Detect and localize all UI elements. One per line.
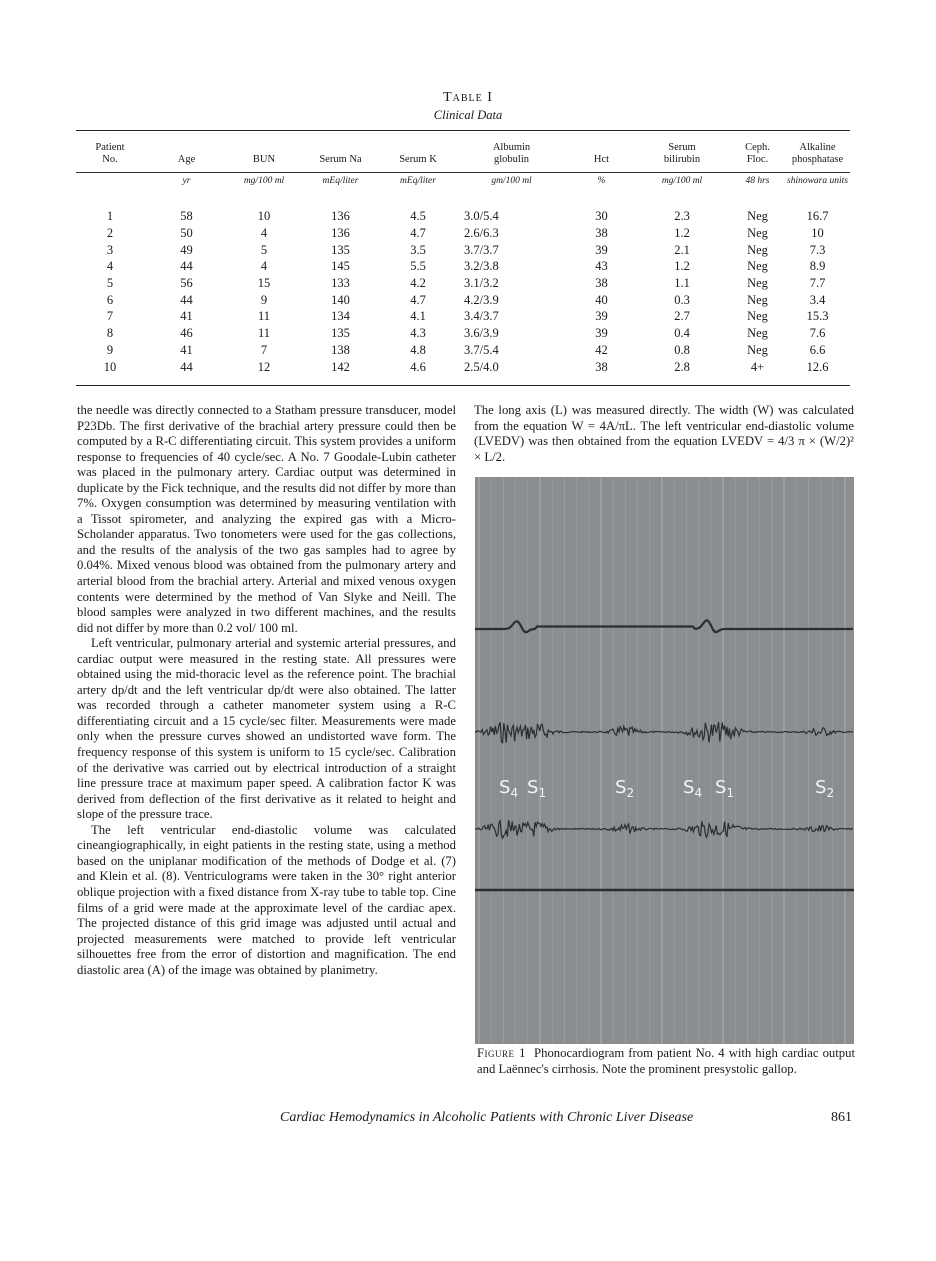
table-row (76, 325, 850, 342)
table-cell: 2.8 (674, 359, 690, 374)
table-row (76, 358, 850, 375)
table-cell: 2.7 (674, 309, 690, 324)
column-header-line2: Floc. (746, 154, 769, 165)
table-cell: 38 (595, 276, 608, 291)
table-cell: 4.6 (410, 359, 426, 374)
table-cell: 2 (106, 226, 114, 241)
table-cell: 39 (595, 242, 608, 257)
column-unit: yr (182, 176, 191, 186)
table-cell: 135 (331, 326, 350, 341)
table-cell: 3.6/3.9 (464, 326, 499, 341)
column-header-line2: BUN (252, 154, 276, 165)
table-cell: 4.1 (410, 309, 426, 324)
table-cell: 42 (595, 342, 608, 357)
table-cell: 3.1/3.2 (464, 276, 499, 291)
table-cell: 44 (180, 359, 193, 374)
column-unit: mEq/liter (322, 176, 359, 186)
table-cell: 44 (180, 259, 193, 274)
table-cell: 50 (180, 226, 193, 241)
table-cell: Neg (747, 326, 768, 341)
running-title: Cardiac Hemodynamics in Alcoholic Patients with Chronic Liver Disease (280, 1110, 694, 1125)
paragraph: Left ventricular, pulmonary arterial and systemic arterial pressures, and cardiac output were measured in the resting state. All pressures were obtained using the mid-thoracic level as the reference point. The brachial artery dp/dt and the left ventricular dp/dt were also obtained. The latter was recorded through a catheter manometer system using a R-C differentiating circuit and a 15 cycle/sec filter. Measurements were made only when the pressure curves showed an undistorted wave form. The frequency response of this system is uniform to 15 cycle/sec. Calibration of the derivative was carried out by electrical introduction of a straight line pressure trace at maximum paper speed. A calibration factor K was derived from deflection of the first derivative as it related to height and slope of the pressure trace. (77, 636, 456, 822)
table-cell: 5.5 (410, 259, 426, 274)
table-cell: 4.3 (410, 326, 426, 341)
figure-caption-text: Phonocardiogram from patient No. 4 with high cardiac output and Laënnec's cirrhosis. Note the prominent presystolic gallop. (477, 1046, 855, 1076)
table-cell: Neg (747, 276, 768, 291)
table-row (76, 342, 850, 359)
column-header-line1: Serum (668, 142, 696, 153)
column-header-line2: Serum K (399, 154, 437, 165)
table-cell: 39 (595, 326, 608, 341)
table-cell: 9 (260, 292, 268, 307)
table-cell: 39 (595, 309, 608, 324)
table-cell: 4 (260, 259, 268, 274)
column-header (634, 140, 730, 166)
column-header-line1: Ceph. (745, 142, 770, 153)
table-cell: 7 (260, 342, 268, 357)
table-cell: 43 (595, 259, 608, 274)
table-cell: 7.6 (809, 326, 826, 341)
table-top-rule (76, 130, 850, 131)
column-header-line2: Hct (593, 154, 610, 165)
table-cell: 145 (331, 259, 350, 274)
column-header (144, 140, 229, 166)
table-cell: 1 (106, 209, 114, 224)
table-cell: 44 (180, 292, 193, 307)
column-unit: mEq/liter (400, 176, 436, 186)
table-cell: 16.7 (806, 209, 829, 224)
table-cell: 10 (103, 359, 117, 374)
table-cell: Neg (747, 292, 768, 307)
table-cell: 5 (106, 276, 114, 291)
table-cell: 4.7 (410, 226, 426, 241)
table-cell: 38 (595, 359, 608, 374)
phonocardiogram-figure (475, 477, 854, 1044)
table-cell: 1.1 (674, 276, 690, 291)
column-header-line2: Age (177, 154, 196, 165)
heart-sound-label: $S_1$ (715, 777, 735, 800)
table-cell: 4.5 (410, 209, 426, 224)
table-cell: 58 (180, 209, 193, 224)
table-cell: 4+ (750, 359, 765, 374)
table-cell: 4 (260, 226, 268, 241)
table-row (76, 258, 850, 275)
heart-sound-label: $S_2$ (615, 777, 635, 800)
table-cell: 4.7 (410, 292, 426, 307)
table-row (76, 275, 850, 292)
column-header-line1: Albumin (492, 142, 531, 153)
column-header (229, 140, 299, 166)
table-cell: 38 (595, 226, 608, 241)
table-cell: 1.2 (674, 226, 690, 241)
column-header (299, 140, 382, 166)
table-cell: 10 (257, 209, 271, 224)
column-unit: mg/100 ml (243, 176, 285, 186)
table-cell: 46 (180, 326, 193, 341)
table-cell: Neg (747, 242, 768, 257)
table-cell: 4.8 (410, 342, 426, 357)
heart-sound-label: $S_2$ (815, 777, 835, 800)
table-cell: 6 (106, 292, 114, 307)
table-cell: 15.3 (806, 309, 829, 324)
phonocardiogram-image (475, 477, 854, 1044)
table-cell: 2.5/4.0 (464, 359, 499, 374)
column-header (569, 140, 634, 166)
table-cell: 133 (331, 276, 350, 291)
table-cell: Neg (747, 209, 768, 224)
column-header (382, 140, 454, 166)
table-cell: 30 (595, 209, 608, 224)
table-cell: Neg (747, 309, 768, 324)
column-header-line2: globulin (493, 154, 529, 165)
table-subtitle: Clinical Data (433, 108, 503, 122)
column-unit (76, 166, 144, 208)
column-unit: 48 hrs (745, 176, 770, 186)
table-cell: 4.2 (410, 276, 426, 291)
column-header (454, 140, 569, 166)
column-unit: % (597, 176, 606, 186)
figure-caption (477, 1046, 855, 1078)
clinical-data-table (76, 140, 850, 375)
table-cell: 3.2/3.8 (464, 259, 499, 274)
table-cell: 3.7/3.7 (464, 242, 499, 257)
table-cell: 142 (331, 359, 350, 374)
table-cell: 0.4 (674, 326, 690, 341)
table-header-row (76, 140, 850, 166)
table-cell: 12.6 (806, 359, 829, 374)
table-cell: 49 (180, 242, 193, 257)
table-row (76, 241, 850, 258)
column-header (730, 140, 785, 166)
heart-sound-label: $S_1$ (527, 777, 547, 800)
table-cell: Neg (747, 226, 768, 241)
table-cell: 8.9 (809, 259, 826, 274)
table-cell: 138 (331, 342, 350, 357)
column-header (785, 140, 850, 166)
table-cell: 6.6 (809, 342, 826, 357)
column-header-line2: No. (102, 154, 118, 165)
table-cell: 135 (331, 242, 350, 257)
table-cell: 3.5 (410, 242, 426, 257)
table-cell: 140 (331, 292, 350, 307)
table-cell: 3.0/5.4 (464, 209, 499, 224)
column-unit: shinowara units (787, 176, 848, 186)
table-cell: 7.3 (809, 242, 826, 257)
table-cell: 3.4/3.7 (464, 309, 499, 324)
table-cell: 4 (106, 259, 114, 274)
table-units-row (76, 166, 850, 208)
table-row (76, 291, 850, 308)
table-cell: 11 (257, 309, 271, 324)
table-cell: 2.1 (674, 242, 690, 257)
table-cell: 41 (180, 309, 193, 324)
page-number: 861 (831, 1110, 852, 1125)
table-cell: 7.7 (809, 276, 826, 291)
column-unit: mg/100 ml (661, 176, 703, 186)
table-cell: 134 (331, 309, 350, 324)
table-row (76, 225, 850, 242)
table-cell: 0.3 (674, 292, 690, 307)
column-header-line2: Serum Na (319, 154, 362, 165)
column-header-line2: phosphatase (791, 154, 844, 165)
column-header-line1: Alkaline (799, 142, 836, 153)
column-header-line2: bilirubin (663, 154, 701, 165)
heart-sound-label: $S_4$ (499, 777, 519, 800)
paragraph: The left ventricular end-diastolic volume was calculated cineangiographically, in eight patients in the resting state, using a method based on the uniplanar modification of the methods of Dodge et al. (7) and Klein et al. (8). Ventriculograms were taken in the 30° right anterior oblique projection with a fixed distance from X-ray tube to table top. Cine films of a grid were made at the approximate level of the cardiac apex. The projected distance of this grid image was adjusted until actual and projected measurements were matched to provide left ventricular silhouettes free from the error of distortion and magnification. The end diastolic area (A) of the image was obtained by planimetry. (77, 822, 456, 977)
table-bottom-rule (76, 385, 850, 386)
table-row (76, 308, 850, 325)
table-cell: Neg (747, 342, 768, 357)
table-cell: 1.2 (674, 259, 690, 274)
table-cell: 10 (811, 226, 824, 241)
paragraph: The long axis (L) was measured directly. The width (W) was calculated from the equation W = 4A/πL. The left ventricular end-diastolic volume (LVEDV) was then obtained from the equation LVEDV = 4/3 π × (W/2)² × L/2. (474, 403, 854, 464)
table-title: Table I (443, 90, 493, 105)
table-cell: 3.4 (809, 292, 826, 307)
table-cell: 7 (106, 309, 114, 324)
column-header-line1: Patient (95, 142, 125, 153)
paragraph: the needle was directly connected to a Statham pressure transducer, model P23Db. The first derivative of the brachial artery pressure could then be computed by a R-C differentiating circuit. This system provides a uniform response to frequencies of 40 cycle/sec. A No. 7 Goodale-Lubin catheter was placed in the pulmonary artery. Cardiac output was determined in duplicate by the Fick technique, and the results did not differ by more than 7%. Oxygen consumption was determined by measuring ventilation with a Tissot spirometer, and analyzing the expired gas with a Micro-Scholander apparatus. Two tonometers were used for the gas collections, and the results of the analysis of the two gas samples had to agree by 0.04%. Mixed venous blood was obtained from the pulmonary artery and arterial blood from the brachial artery. Arterial and mixed venous oxygen contents were determined by the method of Van Slyke and Neill. The blood samples were analyzed in two different machines, and the results did not differ by more than 0.2 vol/ 100 ml. (77, 403, 456, 635)
column-header (76, 140, 144, 166)
table-row (76, 208, 850, 225)
table-cell: 5 (260, 242, 268, 257)
table-cell: 12 (257, 359, 271, 374)
table-cell: 8 (106, 326, 114, 341)
right-text-column (474, 403, 854, 465)
table-cell: 136 (331, 209, 350, 224)
table-cell: 0.8 (674, 342, 690, 357)
table-cell: 3 (106, 242, 114, 257)
figure-label: Figure 1 (477, 1046, 526, 1060)
left-text-column (77, 403, 456, 978)
table-cell: 40 (595, 292, 608, 307)
heart-sound-label: $S_4$ (683, 777, 703, 800)
table-cell: 2.6/6.3 (464, 226, 499, 241)
table-cell: 2.3 (674, 209, 690, 224)
table-cell: Neg (747, 259, 768, 274)
table-cell: 136 (331, 226, 350, 241)
table-cell: 9 (106, 342, 114, 357)
table-cell: 15 (257, 276, 271, 291)
table-cell: 11 (257, 326, 271, 341)
table-cell: 41 (180, 342, 193, 357)
table-cell: 56 (180, 276, 193, 291)
table-cell: 3.7/5.4 (464, 342, 499, 357)
table-cell: 4.2/3.9 (464, 292, 499, 307)
column-unit: gm/100 ml (491, 176, 532, 186)
